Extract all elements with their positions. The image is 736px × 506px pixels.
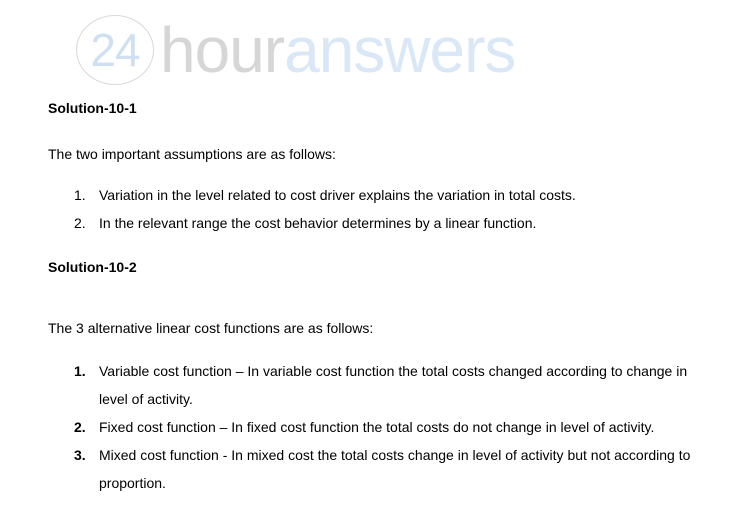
list-item xyxy=(0,214,719,232)
watermark-logo xyxy=(76,14,515,86)
list-item-number: 3. xyxy=(74,447,86,463)
list-item-text: Mixed cost function - In mixed cost the total costs change in level of activity but not according to proportion. xyxy=(99,447,691,491)
list-item-number: 2. xyxy=(74,215,86,231)
list-item-number: 1. xyxy=(74,187,86,203)
cost-functions-list xyxy=(0,357,719,497)
solution-2-heading: Solution-10-2 xyxy=(48,259,137,275)
list-item xyxy=(0,441,719,497)
list-item-text: Variable cost function – In variable cost function the total costs changed according to change in level of activity. xyxy=(99,363,688,407)
list-item xyxy=(0,186,719,204)
list-item xyxy=(0,357,719,413)
solution-2-intro: The 3 alternative linear cost functions are as follows: xyxy=(48,320,374,336)
solution-1-heading: Solution-10-1 xyxy=(48,100,137,116)
list-item-text: Fixed cost function – In fixed cost function the total costs do not change in level of activity. xyxy=(99,419,655,435)
list-item-text: Variation in the level related to cost driver explains the variation in total costs. xyxy=(99,187,576,203)
logo-circle xyxy=(76,15,154,85)
list-item-text: In the relevant range the cost behavior determines by a linear function. xyxy=(99,215,537,231)
list-item-number: 2. xyxy=(74,419,86,435)
logo-word-hour: hour xyxy=(160,14,285,86)
logo-word-answers: answers xyxy=(284,14,516,86)
logo-number: 24 xyxy=(90,24,140,76)
solution-1-intro: The two important assumptions are as follows: xyxy=(48,146,336,162)
list-item xyxy=(0,413,719,441)
list-item-number: 1. xyxy=(74,363,86,379)
assumptions-list xyxy=(0,186,719,242)
